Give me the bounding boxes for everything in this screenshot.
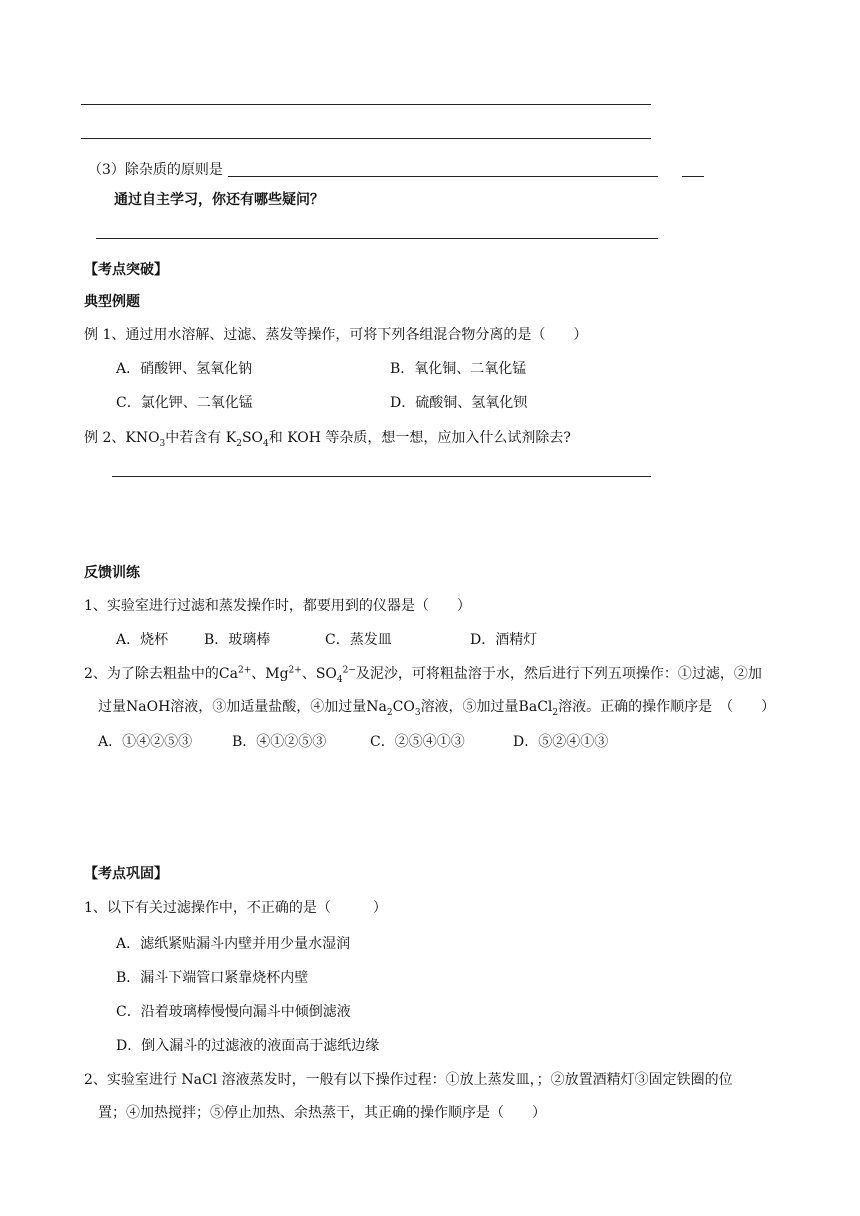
example-1-stem: 例 1、通过用水溶解、过滤、蒸发等操作，可将下列各组混合物分离的是（ ）	[84, 327, 588, 343]
answer-line	[228, 176, 658, 177]
example-1-option-d: D．硫酸铜、氢氧化钡	[390, 395, 528, 411]
consolidate-q1-option-b: B．漏斗下端管口紧靠烧杯内壁	[116, 970, 309, 986]
feedback-q2-option-c: C．②⑤④①③	[370, 734, 465, 750]
examples-heading: 典型例题	[84, 294, 140, 310]
consolidate-q1-stem: 1、以下有关过滤操作中，不正确的是（ ）	[84, 900, 387, 916]
feedback-q1-stem: 1、实验室进行过滤和蒸发操作时，都要用到的仪器是（ ）	[84, 598, 471, 614]
section-heading-breakthrough: 【考点突破】	[84, 262, 168, 278]
self-study-prompt: 通过自主学习，你还有哪些疑问？	[114, 192, 324, 208]
feedback-heading: 反馈训练	[84, 565, 140, 581]
example-1-option-a: A．硝酸钾、氢氧化钠	[116, 361, 253, 377]
answer-line	[112, 476, 651, 477]
consolidate-q1-option-d: D．倒入漏斗的过滤液的液面高于滤纸边缘	[116, 1038, 380, 1054]
feedback-q2-option-d: D．⑤②④①③	[513, 734, 609, 750]
answer-line	[81, 138, 651, 139]
feedback-q2-option-a: A．①④②⑤③	[98, 734, 193, 750]
feedback-q1-option-d: D．酒精灯	[470, 632, 538, 648]
feedback-q1-option-c: C．蒸发皿	[325, 632, 392, 648]
question-3-label: （3）除杂质的原则是	[88, 162, 223, 178]
feedback-q1-option-b: B．玻璃棒	[204, 632, 271, 648]
example-1-option-c: C．氯化钾、二氧化锰	[116, 395, 253, 411]
consolidate-q2-line2: 置；④加热搅拌；⑤停止加热、余热蒸干，其正确的操作顺序是（ ）	[98, 1105, 546, 1121]
answer-line	[96, 238, 658, 239]
feedback-q2-option-b: B．④①②⑤③	[232, 734, 327, 750]
answer-line	[682, 176, 704, 177]
consolidate-q1-option-c: C．沿着玻璃棒慢慢向漏斗中倾倒滤液	[116, 1004, 351, 1020]
feedback-q2-line2: 过量NaOH溶液，③加适量盐酸，④加过量$Na_2CO_3$溶液，⑤加过量BaCl$_2$溶液。正确的操作顺序是 （ ）	[98, 699, 776, 718]
feedback-q2-line1: 2、为了除去粗盐中的$Ca^{2+}$、$Mg^{2+}$、$SO_4^{2-}$及泥沙，可将粗盐溶于水，然后进行下列五项操作：①过滤，②加	[84, 665, 762, 685]
example-1-option-b: B．氧化铜、二氧化锰	[390, 361, 527, 377]
section-heading-consolidate: 【考点巩固】	[84, 866, 168, 882]
consolidate-q2-line1: 2、实验室进行 NaCl 溶液蒸发时，一般有以下操作过程：①放上蒸发皿，；②放置酒精灯③固定铁圈的位	[84, 1072, 733, 1088]
example-2-stem: 例 2、$KNO_3$中若含有 $K_2SO_4$和 KOH 等杂质，想一想，应加入什么试剂除去?	[84, 430, 571, 449]
feedback-q1-option-a: A．烧杯	[116, 632, 169, 648]
answer-line	[81, 104, 651, 105]
consolidate-q1-option-a: A．滤纸紧贴漏斗内壁并用少量水湿润	[116, 936, 351, 952]
